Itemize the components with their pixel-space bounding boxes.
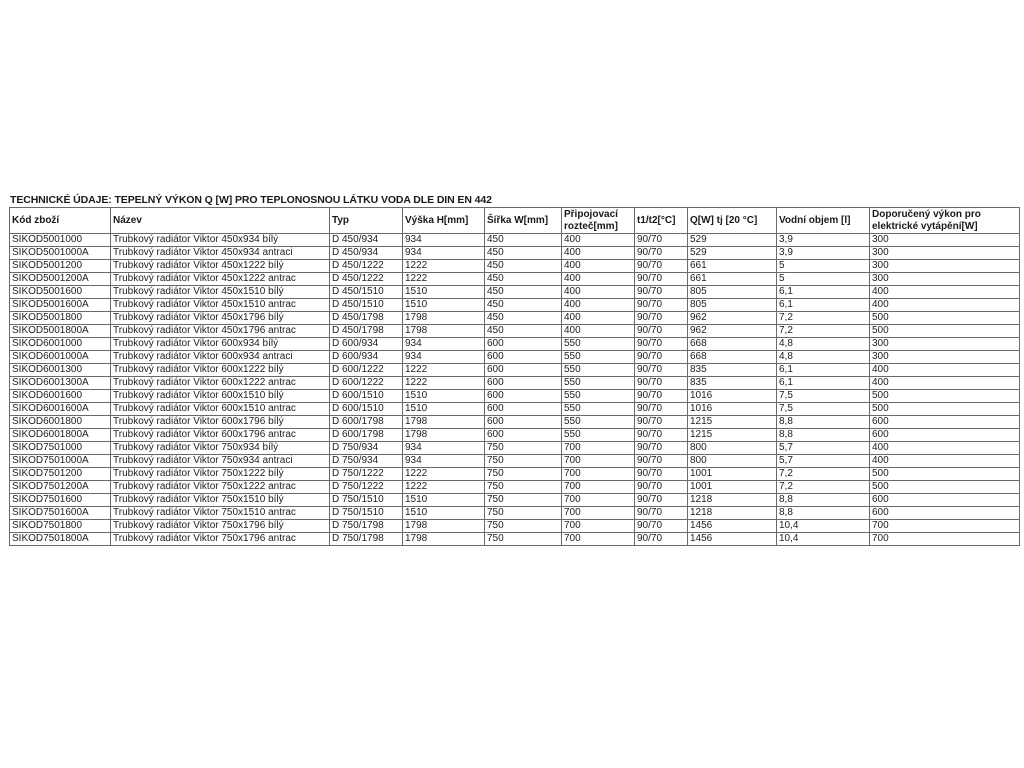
cell-height: 1798 — [403, 520, 485, 533]
spec-sheet — [9, 193, 1019, 546]
cell-connection-spacing: 400 — [562, 325, 635, 338]
cell-width: 450 — [485, 325, 562, 338]
col-header-type: Typ — [330, 208, 403, 234]
cell-height: 1510 — [403, 403, 485, 416]
table-row — [10, 325, 1020, 338]
cell-connection-spacing: 700 — [562, 442, 635, 455]
cell-height: 1798 — [403, 429, 485, 442]
cell-temperature: 90/70 — [635, 364, 688, 377]
cell-height: 934 — [403, 247, 485, 260]
cell-width: 750 — [485, 481, 562, 494]
cell-height: 1510 — [403, 390, 485, 403]
table-body — [10, 234, 1020, 546]
col-header-width: Šířka W[mm] — [485, 208, 562, 234]
cell-type: D 450/1798 — [330, 312, 403, 325]
cell-temperature: 90/70 — [635, 286, 688, 299]
cell-water-volume: 6,1 — [777, 364, 870, 377]
cell-name: Trubkový radiátor Viktor 600x1796 antrac — [111, 429, 330, 442]
cell-name: Trubkový radiátor Viktor 450x1510 antrac — [111, 299, 330, 312]
cell-width: 750 — [485, 520, 562, 533]
cell-name: Trubkový radiátor Viktor 450x1222 bílý — [111, 260, 330, 273]
cell-code: SIKOD5001200 — [10, 260, 111, 273]
cell-height: 1510 — [403, 507, 485, 520]
cell-width: 750 — [485, 533, 562, 546]
cell-heat-output: 835 — [688, 364, 777, 377]
cell-water-volume: 5,7 — [777, 442, 870, 455]
cell-height: 1222 — [403, 468, 485, 481]
cell-heat-output: 1016 — [688, 403, 777, 416]
cell-electric-power: 400 — [870, 299, 1020, 312]
table-row — [10, 403, 1020, 416]
cell-water-volume: 8,8 — [777, 494, 870, 507]
col-header-name: Název — [111, 208, 330, 234]
cell-water-volume: 3,9 — [777, 247, 870, 260]
cell-heat-output: 1218 — [688, 494, 777, 507]
cell-code: SIKOD7501600A — [10, 507, 111, 520]
table-row — [10, 299, 1020, 312]
cell-temperature: 90/70 — [635, 520, 688, 533]
cell-electric-power: 600 — [870, 429, 1020, 442]
cell-temperature: 90/70 — [635, 416, 688, 429]
cell-temperature: 90/70 — [635, 507, 688, 520]
cell-name: Trubkový radiátor Viktor 600x1510 bílý — [111, 390, 330, 403]
cell-code: SIKOD7501000 — [10, 442, 111, 455]
cell-electric-power: 300 — [870, 260, 1020, 273]
cell-width: 600 — [485, 416, 562, 429]
cell-heat-output: 1215 — [688, 416, 777, 429]
cell-connection-spacing: 700 — [562, 507, 635, 520]
cell-code: SIKOD7501800 — [10, 520, 111, 533]
table-row — [10, 507, 1020, 520]
cell-connection-spacing: 700 — [562, 481, 635, 494]
cell-heat-output: 805 — [688, 286, 777, 299]
table-header-row — [10, 208, 1020, 234]
table-row — [10, 273, 1020, 286]
cell-electric-power: 300 — [870, 351, 1020, 364]
cell-electric-power: 500 — [870, 390, 1020, 403]
cell-width: 750 — [485, 468, 562, 481]
cell-code: SIKOD5001600 — [10, 286, 111, 299]
cell-temperature: 90/70 — [635, 468, 688, 481]
cell-type: D 750/934 — [330, 455, 403, 468]
cell-electric-power: 300 — [870, 247, 1020, 260]
cell-height: 934 — [403, 351, 485, 364]
cell-water-volume: 7,2 — [777, 312, 870, 325]
cell-name: Trubkový radiátor Viktor 600x1510 antrac — [111, 403, 330, 416]
table-title: TECHNICKÉ ÚDAJE: TEPELNÝ VÝKON Q [W] PRO TEPLONOSNOU LÁTKU VODA DLE DIN EN 442 — [10, 194, 492, 206]
table-row — [10, 312, 1020, 325]
cell-connection-spacing: 400 — [562, 299, 635, 312]
cell-width: 450 — [485, 299, 562, 312]
table-row — [10, 468, 1020, 481]
col-header-temperature: t1/t2[°C] — [635, 208, 688, 234]
cell-connection-spacing: 550 — [562, 338, 635, 351]
cell-heat-output: 661 — [688, 260, 777, 273]
cell-code: SIKOD6001600A — [10, 403, 111, 416]
cell-code: SIKOD5001800A — [10, 325, 111, 338]
cell-temperature: 90/70 — [635, 234, 688, 247]
cell-temperature: 90/70 — [635, 442, 688, 455]
cell-connection-spacing: 400 — [562, 247, 635, 260]
cell-water-volume: 5,7 — [777, 455, 870, 468]
cell-width: 450 — [485, 286, 562, 299]
cell-water-volume: 6,1 — [777, 377, 870, 390]
cell-temperature: 90/70 — [635, 260, 688, 273]
cell-type: D 450/934 — [330, 247, 403, 260]
cell-type: D 450/1510 — [330, 299, 403, 312]
cell-electric-power: 400 — [870, 286, 1020, 299]
cell-water-volume: 7,5 — [777, 403, 870, 416]
cell-connection-spacing: 400 — [562, 260, 635, 273]
cell-width: 450 — [485, 247, 562, 260]
cell-name: Trubkový radiátor Viktor 450x934 bílý — [111, 234, 330, 247]
cell-height: 1222 — [403, 273, 485, 286]
cell-name: Trubkový radiátor Viktor 450x1796 bílý — [111, 312, 330, 325]
table-row — [10, 260, 1020, 273]
cell-connection-spacing: 700 — [562, 494, 635, 507]
cell-code: SIKOD6001800 — [10, 416, 111, 429]
cell-name: Trubkový radiátor Viktor 600x1796 bílý — [111, 416, 330, 429]
cell-heat-output: 800 — [688, 442, 777, 455]
cell-water-volume: 10,4 — [777, 533, 870, 546]
cell-water-volume: 7,2 — [777, 481, 870, 494]
table-row — [10, 494, 1020, 507]
cell-code: SIKOD5001800 — [10, 312, 111, 325]
cell-type: D 750/1510 — [330, 507, 403, 520]
cell-type: D 600/934 — [330, 351, 403, 364]
cell-width: 750 — [485, 442, 562, 455]
cell-temperature: 90/70 — [635, 494, 688, 507]
cell-electric-power: 700 — [870, 520, 1020, 533]
cell-type: D 750/1798 — [330, 520, 403, 533]
cell-width: 600 — [485, 377, 562, 390]
cell-code: SIKOD7501600 — [10, 494, 111, 507]
cell-heat-output: 1001 — [688, 468, 777, 481]
table-row — [10, 286, 1020, 299]
cell-code: SIKOD5001200A — [10, 273, 111, 286]
cell-water-volume: 7,2 — [777, 468, 870, 481]
cell-name: Trubkový radiátor Viktor 600x1222 antrac — [111, 377, 330, 390]
cell-name: Trubkový radiátor Viktor 600x934 antraci — [111, 351, 330, 364]
cell-heat-output: 661 — [688, 273, 777, 286]
cell-code: SIKOD7501200A — [10, 481, 111, 494]
cell-heat-output: 1218 — [688, 507, 777, 520]
cell-connection-spacing: 700 — [562, 533, 635, 546]
table-row — [10, 481, 1020, 494]
cell-name: Trubkový radiátor Viktor 600x934 bílý — [111, 338, 330, 351]
cell-water-volume: 8,8 — [777, 429, 870, 442]
cell-connection-spacing: 700 — [562, 520, 635, 533]
col-header-connection-spacing: Připojovací rozteč[mm] — [562, 208, 635, 234]
cell-width: 450 — [485, 312, 562, 325]
cell-temperature: 90/70 — [635, 533, 688, 546]
table-row — [10, 364, 1020, 377]
cell-temperature: 90/70 — [635, 299, 688, 312]
cell-type: D 600/934 — [330, 338, 403, 351]
cell-height: 934 — [403, 442, 485, 455]
cell-name: Trubkový radiátor Viktor 450x1510 bílý — [111, 286, 330, 299]
table-row — [10, 377, 1020, 390]
cell-width: 450 — [485, 273, 562, 286]
cell-water-volume: 4,8 — [777, 338, 870, 351]
cell-width: 750 — [485, 494, 562, 507]
cell-height: 1222 — [403, 364, 485, 377]
cell-temperature: 90/70 — [635, 481, 688, 494]
cell-heat-output: 1215 — [688, 429, 777, 442]
cell-name: Trubkový radiátor Viktor 750x934 bílý — [111, 442, 330, 455]
cell-water-volume: 8,8 — [777, 416, 870, 429]
cell-connection-spacing: 550 — [562, 364, 635, 377]
cell-height: 934 — [403, 338, 485, 351]
cell-electric-power: 400 — [870, 377, 1020, 390]
cell-code: SIKOD6001800A — [10, 429, 111, 442]
cell-electric-power: 400 — [870, 455, 1020, 468]
cell-type: D 600/1222 — [330, 364, 403, 377]
cell-width: 600 — [485, 338, 562, 351]
cell-code: SIKOD6001300A — [10, 377, 111, 390]
cell-connection-spacing: 550 — [562, 403, 635, 416]
cell-heat-output: 962 — [688, 325, 777, 338]
cell-connection-spacing: 400 — [562, 273, 635, 286]
cell-temperature: 90/70 — [635, 429, 688, 442]
cell-name: Trubkový radiátor Viktor 450x1796 antrac — [111, 325, 330, 338]
cell-electric-power: 400 — [870, 442, 1020, 455]
cell-heat-output: 805 — [688, 299, 777, 312]
cell-code: SIKOD6001000 — [10, 338, 111, 351]
cell-temperature: 90/70 — [635, 338, 688, 351]
cell-temperature: 90/70 — [635, 247, 688, 260]
cell-width: 600 — [485, 364, 562, 377]
cell-height: 1510 — [403, 299, 485, 312]
cell-electric-power: 600 — [870, 416, 1020, 429]
cell-connection-spacing: 550 — [562, 377, 635, 390]
cell-electric-power: 300 — [870, 338, 1020, 351]
cell-width: 750 — [485, 455, 562, 468]
cell-name: Trubkový radiátor Viktor 450x1222 antrac — [111, 273, 330, 286]
cell-temperature: 90/70 — [635, 273, 688, 286]
cell-type: D 750/934 — [330, 442, 403, 455]
cell-connection-spacing: 700 — [562, 468, 635, 481]
cell-name: Trubkový radiátor Viktor 750x1222 antrac — [111, 481, 330, 494]
table-row — [10, 429, 1020, 442]
cell-water-volume: 10,4 — [777, 520, 870, 533]
cell-code: SIKOD6001000A — [10, 351, 111, 364]
cell-height: 1798 — [403, 312, 485, 325]
cell-height: 1798 — [403, 533, 485, 546]
cell-height: 934 — [403, 455, 485, 468]
cell-heat-output: 529 — [688, 247, 777, 260]
cell-height: 1222 — [403, 377, 485, 390]
cell-connection-spacing: 550 — [562, 416, 635, 429]
cell-height: 1798 — [403, 416, 485, 429]
col-header-heat-output: Q[W] tj [20 °C] — [688, 208, 777, 234]
cell-name: Trubkový radiátor Viktor 750x1222 bílý — [111, 468, 330, 481]
cell-electric-power: 500 — [870, 403, 1020, 416]
cell-height: 1222 — [403, 481, 485, 494]
cell-water-volume: 6,1 — [777, 299, 870, 312]
cell-width: 600 — [485, 403, 562, 416]
cell-electric-power: 600 — [870, 494, 1020, 507]
cell-name: Trubkový radiátor Viktor 750x1796 bílý — [111, 520, 330, 533]
cell-type: D 600/1510 — [330, 390, 403, 403]
cell-code: SIKOD5001000 — [10, 234, 111, 247]
radiator-spec-table — [9, 207, 1020, 546]
table-row — [10, 533, 1020, 546]
cell-connection-spacing: 700 — [562, 455, 635, 468]
cell-type: D 450/1510 — [330, 286, 403, 299]
cell-water-volume: 6,1 — [777, 286, 870, 299]
table-row — [10, 442, 1020, 455]
table-row — [10, 390, 1020, 403]
table-row — [10, 234, 1020, 247]
cell-heat-output: 1001 — [688, 481, 777, 494]
cell-heat-output: 1016 — [688, 390, 777, 403]
cell-width: 750 — [485, 507, 562, 520]
cell-height: 1510 — [403, 286, 485, 299]
cell-connection-spacing: 550 — [562, 429, 635, 442]
cell-water-volume: 4,8 — [777, 351, 870, 364]
table-row — [10, 247, 1020, 260]
cell-water-volume: 5 — [777, 260, 870, 273]
cell-heat-output: 529 — [688, 234, 777, 247]
cell-width: 600 — [485, 390, 562, 403]
col-header-height: Výška H[mm] — [403, 208, 485, 234]
cell-name: Trubkový radiátor Viktor 750x1510 bílý — [111, 494, 330, 507]
cell-electric-power: 700 — [870, 533, 1020, 546]
cell-code: SIKOD6001300 — [10, 364, 111, 377]
cell-type: D 750/1798 — [330, 533, 403, 546]
cell-connection-spacing: 550 — [562, 390, 635, 403]
cell-temperature: 90/70 — [635, 390, 688, 403]
cell-electric-power: 500 — [870, 468, 1020, 481]
cell-height: 1510 — [403, 494, 485, 507]
cell-water-volume: 7,5 — [777, 390, 870, 403]
table-row — [10, 455, 1020, 468]
cell-electric-power: 400 — [870, 364, 1020, 377]
cell-type: D 450/1798 — [330, 325, 403, 338]
cell-type: D 750/1222 — [330, 468, 403, 481]
col-header-code: Kód zboží — [10, 208, 111, 234]
cell-heat-output: 1456 — [688, 520, 777, 533]
col-header-water-volume: Vodní objem [l] — [777, 208, 870, 234]
col-header-electric-power: Doporučený výkon pro elektrické vytápění[W] — [870, 208, 1020, 234]
cell-type: D 450/1222 — [330, 260, 403, 273]
cell-name: Trubkový radiátor Viktor 750x1796 antrac — [111, 533, 330, 546]
cell-temperature: 90/70 — [635, 351, 688, 364]
cell-heat-output: 800 — [688, 455, 777, 468]
cell-name: Trubkový radiátor Viktor 600x1222 bílý — [111, 364, 330, 377]
cell-temperature: 90/70 — [635, 325, 688, 338]
cell-electric-power: 500 — [870, 312, 1020, 325]
cell-type: D 600/1510 — [330, 403, 403, 416]
cell-name: Trubkový radiátor Viktor 450x934 antraci — [111, 247, 330, 260]
cell-heat-output: 835 — [688, 377, 777, 390]
cell-width: 600 — [485, 429, 562, 442]
cell-type: D 750/1510 — [330, 494, 403, 507]
cell-type: D 600/1222 — [330, 377, 403, 390]
cell-name: Trubkový radiátor Viktor 750x934 antraci — [111, 455, 330, 468]
cell-temperature: 90/70 — [635, 312, 688, 325]
cell-height: 934 — [403, 234, 485, 247]
table-row — [10, 338, 1020, 351]
cell-code: SIKOD5001000A — [10, 247, 111, 260]
cell-code: SIKOD7501200 — [10, 468, 111, 481]
cell-electric-power: 500 — [870, 481, 1020, 494]
cell-code: SIKOD5001600A — [10, 299, 111, 312]
cell-electric-power: 300 — [870, 234, 1020, 247]
cell-width: 450 — [485, 260, 562, 273]
cell-heat-output: 962 — [688, 312, 777, 325]
cell-temperature: 90/70 — [635, 377, 688, 390]
cell-heat-output: 1456 — [688, 533, 777, 546]
table-row — [10, 520, 1020, 533]
cell-connection-spacing: 400 — [562, 312, 635, 325]
cell-width: 600 — [485, 351, 562, 364]
cell-connection-spacing: 400 — [562, 286, 635, 299]
cell-connection-spacing: 400 — [562, 234, 635, 247]
cell-heat-output: 668 — [688, 338, 777, 351]
cell-electric-power: 300 — [870, 273, 1020, 286]
cell-electric-power: 500 — [870, 325, 1020, 338]
cell-electric-power: 600 — [870, 507, 1020, 520]
table-row — [10, 351, 1020, 364]
cell-connection-spacing: 550 — [562, 351, 635, 364]
cell-height: 1222 — [403, 260, 485, 273]
cell-water-volume: 5 — [777, 273, 870, 286]
cell-code: SIKOD6001600 — [10, 390, 111, 403]
cell-heat-output: 668 — [688, 351, 777, 364]
cell-type: D 450/1222 — [330, 273, 403, 286]
cell-type: D 750/1222 — [330, 481, 403, 494]
cell-name: Trubkový radiátor Viktor 750x1510 antrac — [111, 507, 330, 520]
table-row — [10, 416, 1020, 429]
cell-code: SIKOD7501000A — [10, 455, 111, 468]
cell-code: SIKOD7501800A — [10, 533, 111, 546]
cell-temperature: 90/70 — [635, 455, 688, 468]
cell-water-volume: 3,9 — [777, 234, 870, 247]
cell-type: D 600/1798 — [330, 416, 403, 429]
cell-water-volume: 7,2 — [777, 325, 870, 338]
cell-height: 1798 — [403, 325, 485, 338]
cell-type: D 600/1798 — [330, 429, 403, 442]
cell-width: 450 — [485, 234, 562, 247]
cell-water-volume: 8,8 — [777, 507, 870, 520]
cell-type: D 450/934 — [330, 234, 403, 247]
cell-temperature: 90/70 — [635, 403, 688, 416]
